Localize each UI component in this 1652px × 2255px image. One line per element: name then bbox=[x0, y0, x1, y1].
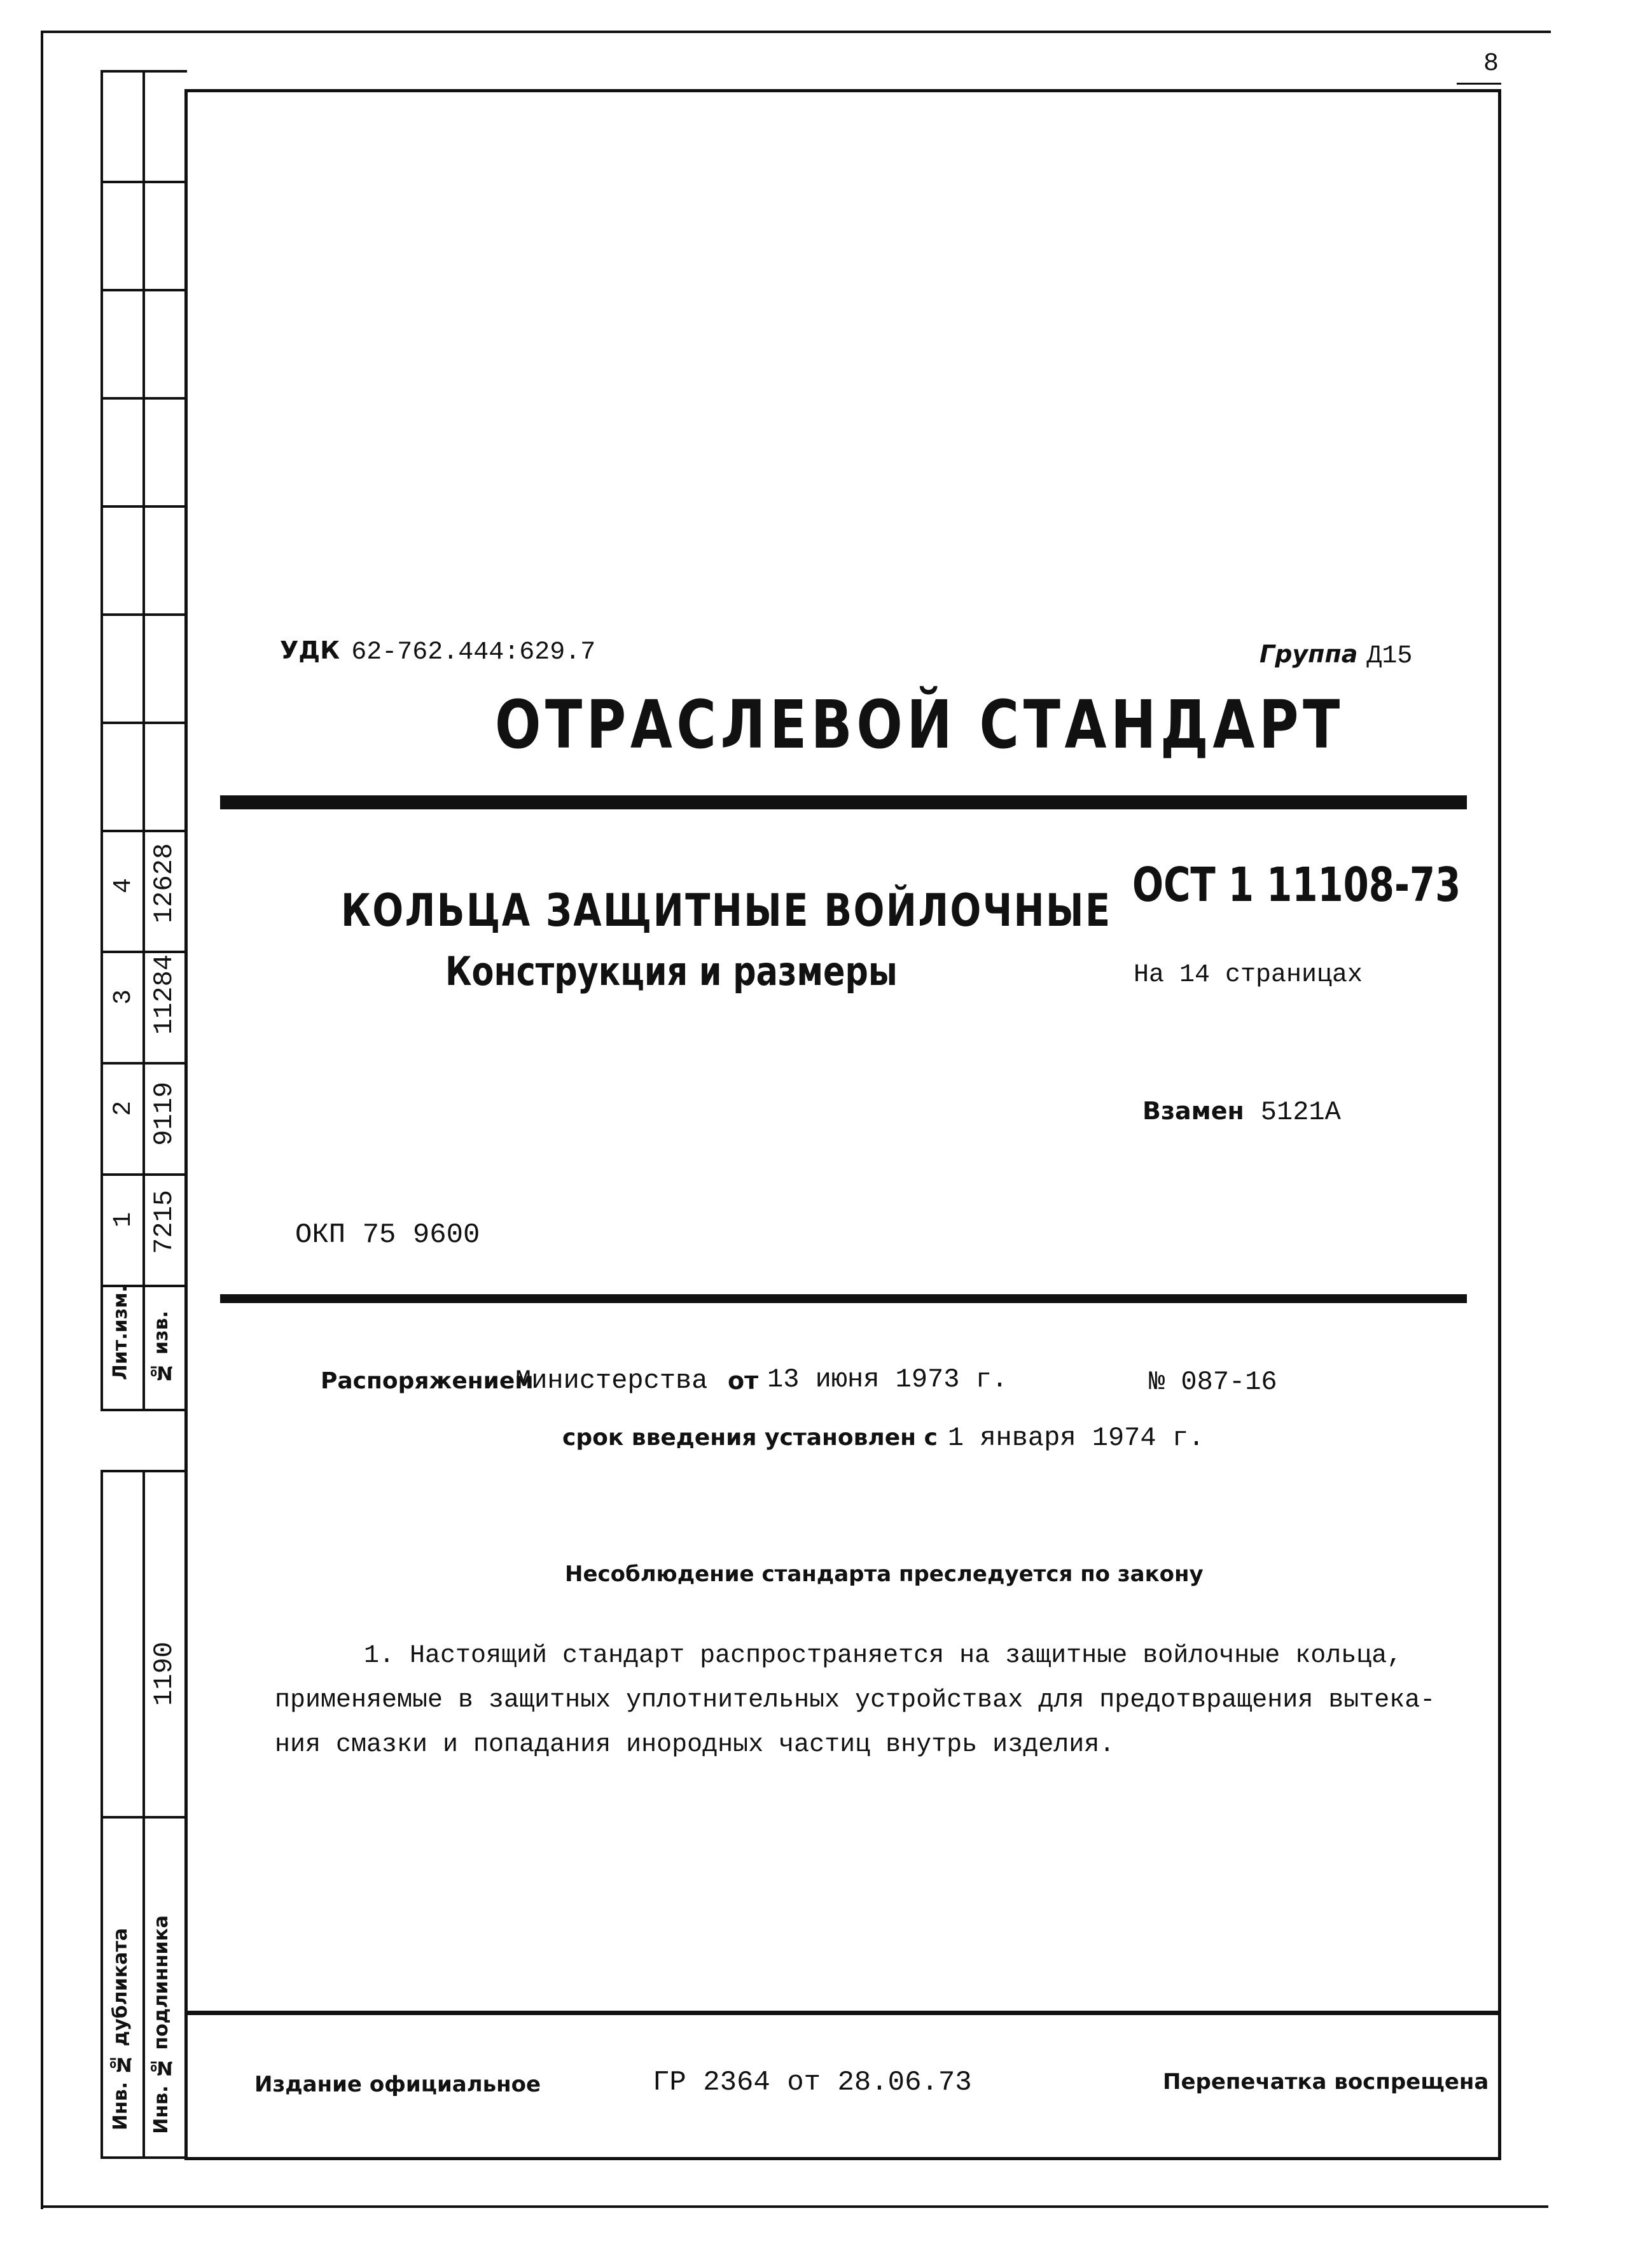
document-title: ОТРАСЛЕВОЙ СТАНДАРТ bbox=[495, 686, 1344, 764]
standard-name-line1: КОЛЬЦА ЗАЩИТНЫЕ ВОЙЛОЧНЫЕ bbox=[341, 884, 1112, 937]
effective-label: срок введения установлен с bbox=[562, 1425, 938, 1451]
body-paragraph-line3: ния смазки и попадания инородных частиц внутрь изделия. bbox=[275, 1731, 1115, 1759]
footer-center: ГР 2364 от 28.06.73 bbox=[653, 2067, 972, 2098]
no-izv-label: № изв. bbox=[150, 1311, 172, 1384]
effective-date: 1 января 1974 г. bbox=[947, 1423, 1205, 1453]
replaces-line bbox=[1142, 1097, 1341, 1128]
replaces-label: Взамен bbox=[1142, 1097, 1244, 1125]
orig-inventory-value: 1190 bbox=[149, 1642, 179, 1706]
change-num-3: 3 bbox=[109, 989, 138, 1005]
lit-izm-label: Лит.изм. bbox=[109, 1285, 132, 1381]
effective-line bbox=[562, 1423, 1204, 1453]
change-doc-2: 9119 bbox=[149, 1082, 179, 1146]
footer-right: Перепечатка воспрещена bbox=[1163, 2069, 1489, 2095]
decree-number: № 087-16 bbox=[1149, 1367, 1277, 1397]
change-num-2: 2 bbox=[109, 1101, 138, 1117]
okp-code: ОКП 75 9600 bbox=[295, 1219, 480, 1251]
change-doc-1: 7215 bbox=[149, 1190, 179, 1254]
legal-warning: Несоблюдение стандарта преследуется по закону bbox=[565, 1561, 1204, 1587]
title-rule bbox=[220, 795, 1467, 809]
bottom-rule bbox=[41, 2205, 1548, 2208]
udk-line bbox=[280, 636, 595, 667]
group-value: Д15 bbox=[1366, 642, 1413, 671]
group-label: Группа bbox=[1260, 640, 1358, 668]
body-paragraph-line1: 1. Настоящий стандарт распространяется на защитные войлочные кольца, bbox=[364, 1642, 1403, 1670]
footer-rule bbox=[184, 2011, 1501, 2015]
body-paragraph-line2: применяемые в защитных уплотнительных устройствах для предотвращения вытека- bbox=[275, 1686, 1436, 1715]
standard-code: ОСТ 1 11108-73 bbox=[1132, 858, 1461, 912]
orig-inventory-label: Инв. № подлинника bbox=[150, 1915, 172, 2134]
decree-label: Распоряжением bbox=[321, 1368, 534, 1394]
decree-date: 13 июня 1973 г. bbox=[767, 1364, 1008, 1395]
group-line bbox=[1260, 640, 1412, 671]
page-number: 8 bbox=[1483, 50, 1499, 78]
decree-ministry: Министерства bbox=[515, 1365, 708, 1396]
okp-rule bbox=[220, 1294, 1467, 1303]
udk-label: УДК bbox=[280, 636, 340, 664]
change-doc-4: 12628 bbox=[149, 843, 179, 924]
footer-left: Издание официальное bbox=[254, 2072, 541, 2097]
standard-name-line2: Конструкция и размеры bbox=[445, 948, 898, 995]
replaces-value: 5121А bbox=[1260, 1097, 1341, 1128]
decree-date-prefix: от bbox=[728, 1367, 759, 1395]
change-num-4: 4 bbox=[109, 878, 138, 894]
change-doc-3: 11284 bbox=[149, 954, 179, 1035]
standard-pages: На 14 страницах bbox=[1134, 961, 1363, 989]
page-number-rule bbox=[1457, 83, 1501, 85]
dup-inventory-label: Инв. № дубликата bbox=[109, 1928, 132, 2131]
change-num-1: 1 bbox=[109, 1212, 138, 1228]
udk-value: 62-762.444:629.7 bbox=[351, 638, 596, 667]
